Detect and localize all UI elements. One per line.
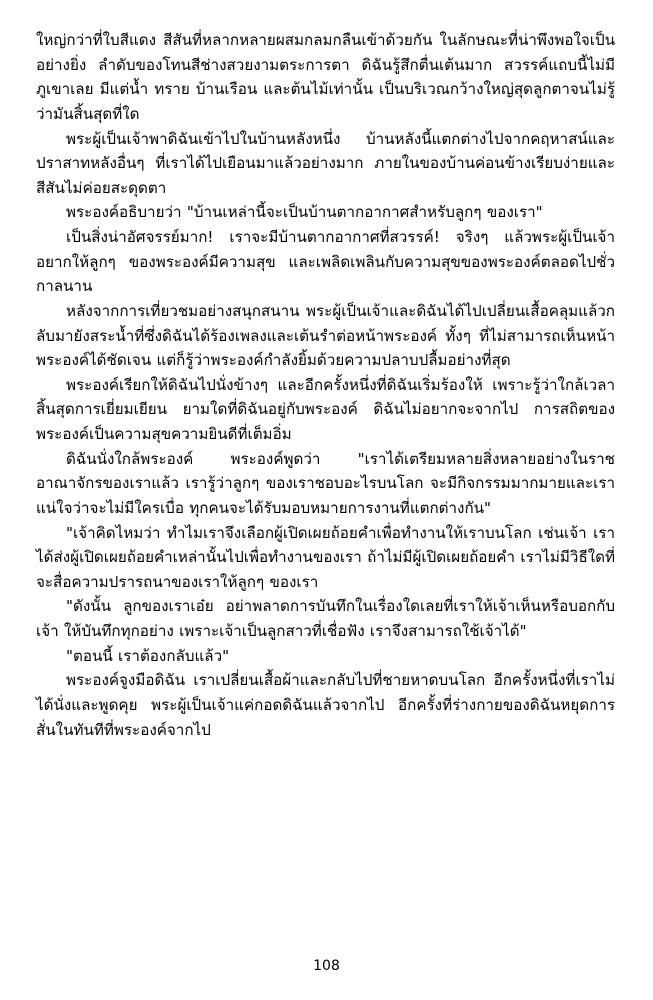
paragraph: เป็นสิ่งน่าอัศจรรย์มาก! เราจะมีบ้านตากอากาศที่สวรรค์! จริงๆ แล้วพระผู้เป็นเจ้าอยากให้ลูกๆ ของพระองค์มีความสุข และเพลิดเพลินกับความสุขของพระองค์ตลอดไปชั่วกาลนาน [36, 228, 615, 296]
paragraph: พระผู้เป็นเจ้าพาดิฉันเข้าไปในบ้านหลังหนึ่ง บ้านหลังนี้แตกต่างไปจากคฤหาสน์และปราสาทหลังอื่นๆ ที่เราได้ไปเยือนมาแล้วอย่างมาก ภายในของบ้านค่อนข้างเรียบง่ายและสีสันไม่ค่อยสะดุดตา [36, 129, 615, 197]
page-number: 108 [313, 958, 340, 974]
paragraph: พระองค์จูงมือดิฉัน เราเปลี่ยนเสื้อผ้าและกลับไปที่ชายหาดบนโลก อีกครั้งหนึ่งที่เราไม่ได้นั่งและพูดคุย พระผู้เป็นเจ้าแค่กอดดิฉันแล้วจากไป อีกครั้งที่ร่างกายของดิฉันหยุดการสั่นในทันทีที่พระองค์จากไป [36, 671, 615, 739]
paragraph: ใหญ่กว่าที่ใบสีแดง สีสันที่หลากหลายผสมกลมกลืนเข้าด้วยกัน ในลักษณะที่น่าพึงพอใจเป็นอย่างยิ่ง ลำดับของโทนสีช่างสวยงามตระการตา ดิฉันรู้สึกตื่นเต้นมาก สวรรค์แถบนี้ไม่มีภูเขาเลย มีแต่น้ำ ทราย บ้านเรือน และต้นไม้เท่านั้น เป็นบริเวณกว้างใหญ่สุดลูกตาจนไม่รู้ว่ามันสิ้นสุดที่ใด [36, 31, 615, 123]
paragraph: "เจ้าคิดไหมว่า ทำไมเราจึงเลือกผู้เปิดเผยถ้อยคำเพื่อทำงานให้เราบนโลก เช่นเจ้า เราได้ส่งผู้เปิดเผยถ้อยคำเหล่านั้นไปเพื่อทำงานของเรา ถ้าไม่มีผู้เปิดเผยถ้อยคำ เราไม่มีวิธีใดที่จะสื่อความปรารถนาของเราให้ลูกๆ ของเรา [36, 523, 615, 591]
paragraph: พระองค์อธิบายว่า "บ้านเหล่านี้จะเป็นบ้านตากอากาศสำหรับลูกๆ ของเรา" [66, 203, 543, 222]
paragraph: พระองค์เรียกให้ดิฉันไปนั่งข้างๆ และอีกครั้งหนึ่งที่ดิฉันเริ่มร้องให้ เพราะรู้ว่าใกล้เวลาสิ้นสุดการเยี่ยมเยียน ยามใดที่ดิฉันอยู่กับพระองค์ ดิฉันไม่อยากจะจากไป การสถิตของพระองค์เป็นความสุขความยินดีที่เต็มอิ่ม [36, 375, 615, 443]
paragraph: "ดังนั้น ลูกของเราเอ๋ย อย่าพลาดการบันทึกในเรื่องใดเลยที่เราให้เจ้าเห็นหรือบอกกับเจ้า ให้บันทึกทุกอย่าง เพราะเจ้าเป็นลูกสาวที่เชื่อฟัง เราจึงสามารถใช้เจ้าได้" [36, 597, 615, 640]
paragraph: "ตอนนี้ เราต้องกลับแล้ว" [66, 646, 230, 665]
paragraph: ดิฉันนั่งใกล้พระองค์ พระองค์พูดว่า "เราได้เตรียมหลายสิ่งหลายอย่างในราชอาณาจักรของเราแล้ว เรารู้ว่าลูกๆ ของเราชอบอะไรบนโลก จะมีกิจกรรมมากมายและเราแน่ใจว่าจะไม่มีใครเบื่อ ทุกคนจะได้รับมอบหมายการงานที่แตกต่างกัน" [36, 449, 615, 517]
page-body [36, 28, 615, 742]
paragraph: หลังจากการเที่ยวชมอย่างสนุกสนาน พระผู้เป็นเจ้าและดิฉันได้ไปเปลี่ยนเสื้อคลุมแล้วกลับมายังสระน้ำที่ซึ่งดิฉันได้ร้องเพลงและเต้นรำต่อหน้าพระองค์ ทั้งๆ ที่ไม่สามารถเห็นหน้าพระองค์ได้ชัดเจน แต่ก็รู้ว่าพระองค์กำลังยิ้มด้วยความปลาบปลื้มอย่างที่สุด [36, 301, 615, 370]
